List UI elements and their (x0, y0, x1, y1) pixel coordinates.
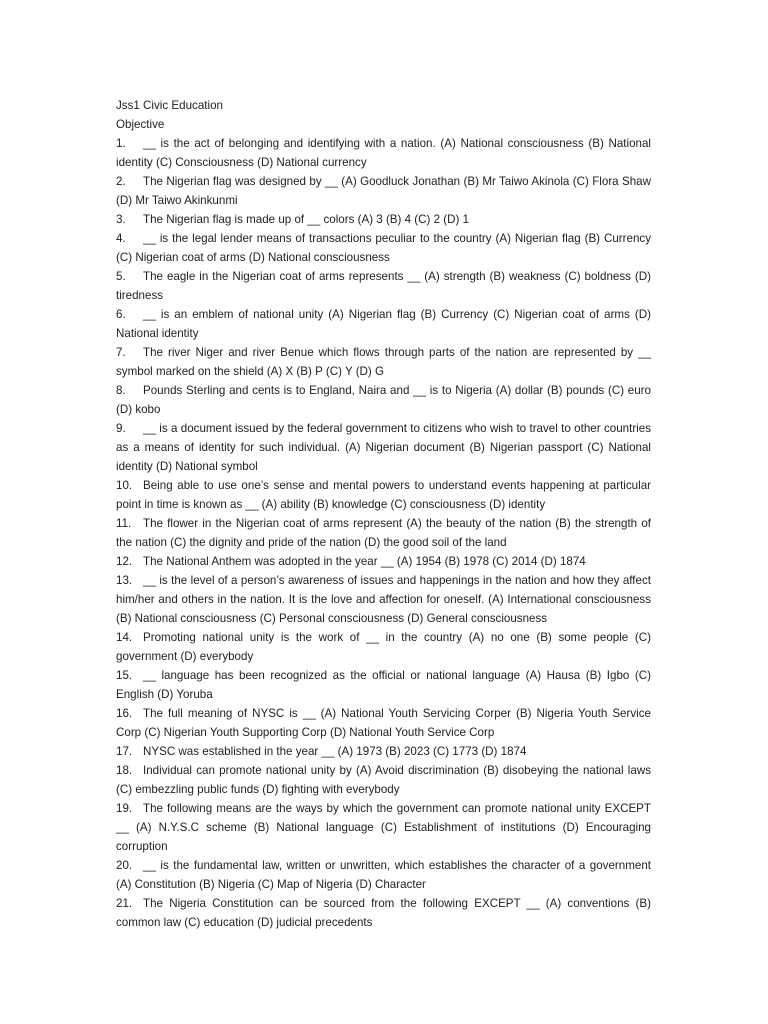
question-text: The Nigeria Constitution can be sourced from the following EXCEPT __ (A) conventions (B) common law (C) education (D) judicial precedents (116, 897, 651, 929)
question-text: The full meaning of NYSC is __ (A) National Youth Servicing Corper (B) Nigeria Youth Service Corp (C) Nigerian Youth Supporting Corp (D) National Youth Service Corp (116, 707, 651, 739)
question-number: 11. (116, 517, 132, 530)
question-item (116, 628, 651, 666)
question-number: 5. (116, 270, 126, 283)
question-text: __ is the fundamental law, written or unwritten, which establishes the character of a government (A) Constitution (B) Nigeria (C) Map of Nigeria (D) Character (116, 859, 651, 891)
question-item (116, 514, 651, 552)
question-item (116, 704, 651, 742)
question-number: 16. (116, 707, 133, 720)
question-text: The eagle in the Nigerian coat of arms represents __ (A) strength (B) weakness (C) boldness (D) tiredness (116, 270, 651, 302)
question-text: __ is the act of belonging and identifying with a nation. (A) National consciousness (B) National identity (C) Consciousness (D) National currency (116, 137, 651, 169)
question-number: 21. (116, 897, 133, 910)
question-list (116, 134, 651, 932)
question-item (116, 229, 651, 267)
question-item (116, 210, 651, 229)
question-text: __ is a document issued by the federal government to citizens who wish to travel to other countries as a means of identity for such individual. (A) Nigerian document (B) Nigerian passport (C) National identity (D) National symbol (116, 422, 651, 473)
question-item (116, 172, 651, 210)
question-text: The flower in the Nigerian coat of arms represent (A) the beauty of the nation (B) the strength of the nation (C) the dignity and pride of the nation (D) the good soil of the land (116, 517, 651, 549)
question-item (116, 267, 651, 305)
question-number: 14. (116, 631, 133, 644)
question-number: 8. (116, 384, 126, 397)
question-number: 15. (116, 669, 133, 682)
question-item (116, 552, 651, 571)
question-number: 13. (116, 574, 133, 587)
question-text: NYSC was established in the year __ (A) 1973 (B) 2023 (C) 1773 (D) 1874 (143, 745, 527, 758)
document-title: Jss1 Civic Education (116, 99, 223, 112)
question-text: Promoting national unity is the work of __ in the country (A) no one (B) some people (C) government (D) everybody (116, 631, 651, 663)
question-item (116, 381, 651, 419)
question-text: The Nigerian flag is made up of __ colors (A) 3 (B) 4 (C) 2 (D) 1 (143, 213, 470, 226)
question-number: 2. (116, 175, 126, 188)
question-text: Individual can promote national unity by (A) Avoid discrimination (B) disobeying the national laws (C) embezzling public funds (D) fighting with everybody (116, 764, 651, 796)
question-number: 9. (116, 422, 126, 435)
question-number: 18. (116, 764, 133, 777)
question-text: __ is the level of a person’s awareness of issues and happenings in the nation and how they affect him/her and others in the nation. It is the love and affection for oneself. (A) International consciousness (B) National consciousness (C) Personal consciousness (D) General consciousness (116, 574, 651, 625)
question-text: The following means are the ways by which the government can promote national unity EXCEPT __ (A) N.Y.S.C scheme (B) National language (C) Establishment of institutions (D) Encouraging corruption (116, 802, 651, 853)
question-item (116, 343, 651, 381)
question-item (116, 799, 651, 856)
question-number: 17. (116, 745, 133, 758)
question-text: Pounds Sterling and cents is to England, Naira and __ is to Nigeria (A) dollar (B) pounds (C) euro (D) kobo (116, 384, 651, 416)
question-number: 12. (116, 555, 133, 568)
question-number: 10. (116, 479, 133, 492)
section-heading: Objective (116, 118, 165, 131)
question-number: 6. (116, 308, 126, 321)
question-item (116, 476, 651, 514)
question-number: 1. (116, 137, 126, 150)
question-text: The National Anthem was adopted in the year __ (A) 1954 (B) 1978 (C) 2014 (D) 1874 (143, 555, 586, 568)
question-text: Being able to use one’s sense and mental powers to understand events happening at particular point in time is known as __ (A) ability (B) knowledge (C) consciousness (D) identity (116, 479, 651, 511)
question-text: __ is the legal lender means of transactions peculiar to the country (A) Nigerian flag (B) Currency (C) Nigerian coat of arms (D) National consciousness (116, 232, 651, 264)
question-item (116, 419, 651, 476)
document-page (116, 96, 651, 932)
question-item (116, 666, 651, 704)
question-item (116, 134, 651, 172)
question-item (116, 761, 651, 799)
question-item (116, 856, 651, 894)
question-item (116, 305, 651, 343)
question-number: 20. (116, 859, 133, 872)
question-number: 4. (116, 232, 126, 245)
question-text: __ is an emblem of national unity (A) Nigerian flag (B) Currency (C) Nigerian coat of arms (D) National identity (116, 308, 651, 340)
question-item (116, 742, 651, 761)
question-number: 3. (116, 213, 126, 226)
question-text: __ language has been recognized as the official or national language (A) Hausa (B) Igbo (C) English (D) Yoruba (116, 669, 651, 701)
question-text: The Nigerian flag was designed by __ (A) Goodluck Jonathan (B) Mr Taiwo Akinola (C) Flora Shaw (D) Mr Taiwo Akinkunmi (116, 175, 651, 207)
question-number: 19. (116, 802, 133, 815)
question-text: The river Niger and river Benue which flows through parts of the nation are represented by __ symbol marked on the shield (A) X (B) P (C) Y (D) G (116, 346, 651, 378)
question-item (116, 894, 651, 932)
question-number: 7. (116, 346, 126, 359)
question-item (116, 571, 651, 628)
